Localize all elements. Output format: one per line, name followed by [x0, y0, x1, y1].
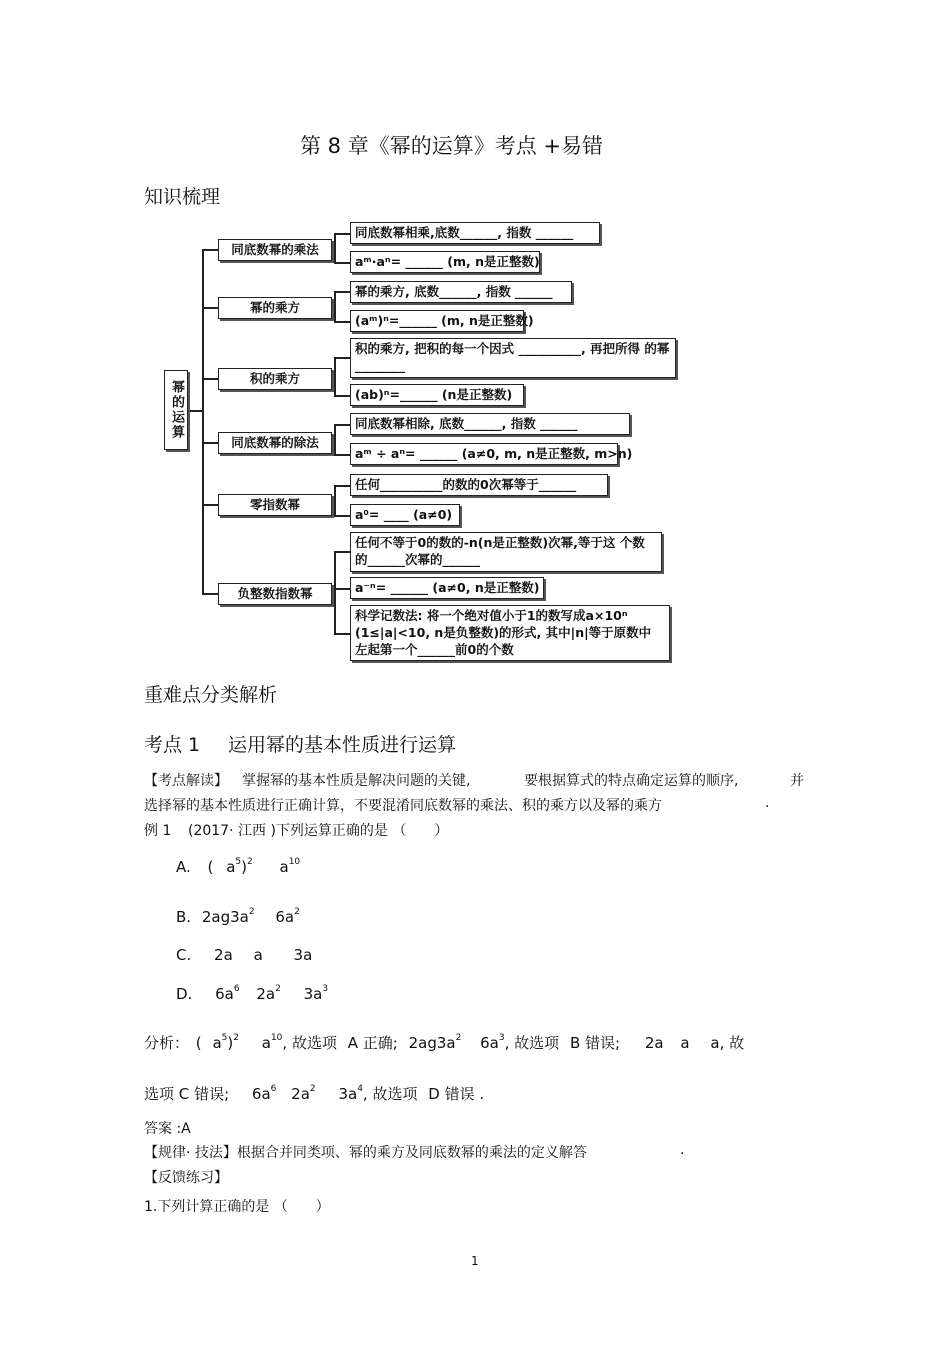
rule-box: aᵐ·aⁿ= ______ (m, n是正整数) [350, 251, 540, 273]
leaf-connector [334, 485, 336, 515]
analysis-text: , 故选项 [504, 1034, 560, 1052]
page-number: 1 [471, 1254, 479, 1268]
analysis-text: 选项 [144, 1085, 175, 1103]
math-text: 2a [256, 985, 276, 1003]
analysis-lead: 分析： [144, 1034, 190, 1052]
exponent: 6 [270, 1084, 277, 1094]
leaf-connector [334, 588, 350, 590]
exponent: 2 [455, 1033, 462, 1043]
kaodian-label: 考点 1 [144, 734, 201, 756]
exponent: 2 [275, 984, 281, 994]
exponent: 5 [221, 1033, 228, 1043]
math-text: 3a [303, 985, 323, 1003]
leaf-connector [334, 233, 350, 235]
option-label: A. [176, 858, 191, 876]
math-text: a [226, 858, 236, 876]
math-text: ) [227, 1034, 234, 1052]
leaf-connector [334, 424, 350, 426]
kaodian-title: 运用幂的基本性质进行运算 [228, 734, 457, 756]
rule-box: 任何不等于0的数的-n(n是正整数)次幂,等于这 个数的______次幂的______ [350, 532, 662, 572]
exponent: 2 [294, 907, 300, 917]
analysis-text: D [428, 1085, 440, 1103]
category-box: 负整数指数幂 [218, 583, 332, 605]
analysis-line-1 [144, 1032, 744, 1053]
exponent: 2 [246, 857, 253, 867]
exponent: 6 [233, 984, 240, 994]
category-box: 幂的乘方 [218, 297, 332, 319]
interpret-text: 要根据算式的特点确定运算的顺序, [524, 773, 739, 789]
branch-line [202, 593, 218, 595]
analysis-text: 错误; [194, 1085, 230, 1103]
option-label: D. [176, 985, 193, 1003]
math-text: 6a [251, 1085, 271, 1103]
example-question: (2017· 江西 )下列运算正确的是 （ ） [188, 823, 449, 839]
rule-box: (aᵐ)ⁿ=______ (m, n是正整数) [350, 310, 524, 332]
option-b [176, 908, 300, 926]
math-text: 2a [291, 1085, 310, 1103]
analysis-text: C [178, 1085, 190, 1103]
leaf-connector [334, 633, 350, 635]
math-text: 2ag3a [408, 1034, 456, 1052]
branch-line [202, 307, 218, 309]
interpret-text: 选择幂的基本性质进行正确计算，不要混淆同底数幂的乘法、积的乘方以及幂的乘方 [144, 798, 662, 814]
math-text: ( [207, 858, 214, 876]
analysis-text: , 故选项 [362, 1085, 418, 1103]
exponent: 10 [270, 1033, 283, 1043]
math-text: a [279, 858, 289, 876]
leaf-connector [334, 395, 350, 397]
leaf-connector [334, 357, 336, 395]
interpret-text: 掌握幂的基本性质是解决问题的关键, [242, 773, 471, 789]
question-1: 1.下列计算正确的是 （ ） [144, 1199, 330, 1215]
leaf-connector [334, 485, 350, 487]
option-label: B. [176, 908, 192, 926]
analysis-text: , 故 [719, 1034, 745, 1052]
leaf-connector [334, 454, 350, 456]
analysis-line-2 [144, 1083, 484, 1104]
root-connector [188, 410, 202, 412]
branch-line [202, 504, 218, 506]
analysis-text: 错误; [585, 1034, 621, 1052]
math-text: 6a [480, 1034, 499, 1052]
math-text: ) [241, 858, 247, 876]
leaf-connector [334, 321, 350, 323]
section-analysis-heading: 重难点分类解析 [144, 684, 278, 706]
category-box: 零指数幂 [218, 494, 332, 516]
rule-text: 【规律· 技法】根据合并同类项、幂的乘方及同底数幂的乘法的定义解答 [144, 1145, 587, 1161]
math-text: a [710, 1034, 720, 1052]
leaf-connector [334, 551, 350, 553]
math-text: 3a [293, 946, 313, 964]
rule-box: 积的乘方, 把积的每一个因式 __________, 再把所得 的幂 ________ [350, 338, 676, 378]
leaf-connector [334, 424, 336, 454]
category-box: 积的乘方 [218, 368, 332, 390]
exponent: 5 [235, 857, 242, 867]
leaf-connector [334, 515, 350, 517]
math-text: a [212, 1034, 222, 1052]
math-text: 2ag3a [201, 908, 249, 926]
branch-line [202, 442, 218, 444]
option-a [176, 858, 300, 876]
answer: 答案 :A [144, 1121, 191, 1137]
leaf-connector [334, 233, 336, 262]
analysis-text: 错误 . [444, 1085, 485, 1103]
math-text: 2a [214, 946, 233, 964]
exponent: 3 [322, 984, 329, 994]
leaf-connector [334, 291, 350, 293]
interpret-text: . [765, 795, 770, 811]
rule-box: a⁻ⁿ= ______ (a≠0, n是正整数) [350, 577, 544, 599]
exponent: 2 [233, 1033, 239, 1043]
exponent: 2 [248, 907, 255, 917]
math-text: 3a [338, 1085, 358, 1103]
rule-box: 同底数幂相除, 底数______, 指数 ______ [350, 413, 630, 435]
leaf-connector [334, 357, 350, 359]
math-text: a [253, 946, 263, 964]
math-text: 6a [275, 908, 295, 926]
rule-box: 幂的乘方, 底数______, 指数 ______ [350, 281, 572, 303]
exponent: 2 [309, 1084, 316, 1094]
math-text: a [261, 1034, 271, 1052]
spine-line [202, 249, 204, 593]
rule-box: 科学记数法: 将一个绝对值小于1的数写成a×10ⁿ (1≤|a|<10, n是负整数)的形式, 其中|n|等于原数中 左起第一个______前0的个数 [350, 605, 670, 661]
interpret-tag: 【考点解读】 [144, 773, 228, 789]
rule-box: aᵐ ÷ aⁿ= ______ (a≠0, m, n是正整数, m>n) [350, 443, 618, 465]
rule-end: . [680, 1142, 685, 1158]
math-text: ( [195, 1034, 202, 1052]
rule-box: a⁰= ____ (a≠0) [350, 504, 460, 526]
option-c [176, 946, 312, 964]
category-box: 同底数幂的乘法 [218, 239, 332, 261]
exponent: 3 [498, 1033, 505, 1043]
leaf-connector [334, 291, 336, 321]
exponent: 4 [357, 1084, 363, 1094]
rule-box: 同底数幂相乘,底数______, 指数 ______ [350, 222, 600, 244]
math-text: 2a [644, 1034, 664, 1052]
leaf-connector [334, 551, 336, 633]
interpret-text: 并 [790, 773, 804, 789]
analysis-text: 正确; [362, 1034, 398, 1052]
branch-line [202, 249, 218, 251]
section-knowledge-heading: 知识梳理 [144, 186, 221, 208]
branch-line [202, 378, 218, 380]
math-text: a [680, 1034, 690, 1052]
rule-box: (ab)ⁿ=______ (n是正整数) [350, 384, 524, 406]
rule-box: 任何__________的数的0次幂等于______ [350, 474, 608, 496]
category-box: 同底数幂的除法 [218, 432, 332, 454]
example-label: 例 1 [144, 823, 172, 839]
diagram-root: 幂的运算 [164, 370, 188, 450]
option-label: C. [176, 946, 192, 964]
feedback-heading: 【反馈练习】 [144, 1170, 228, 1186]
page-title: 第 8 章《幂的运算》考点 +易错 [300, 134, 603, 158]
math-text: 6a [215, 985, 234, 1003]
exponent: 10 [288, 857, 301, 867]
leaf-connector [334, 262, 350, 264]
option-d [176, 985, 328, 1003]
analysis-text: A [347, 1034, 358, 1052]
analysis-text: B [569, 1034, 581, 1052]
analysis-text: , 故选项 [282, 1034, 337, 1052]
